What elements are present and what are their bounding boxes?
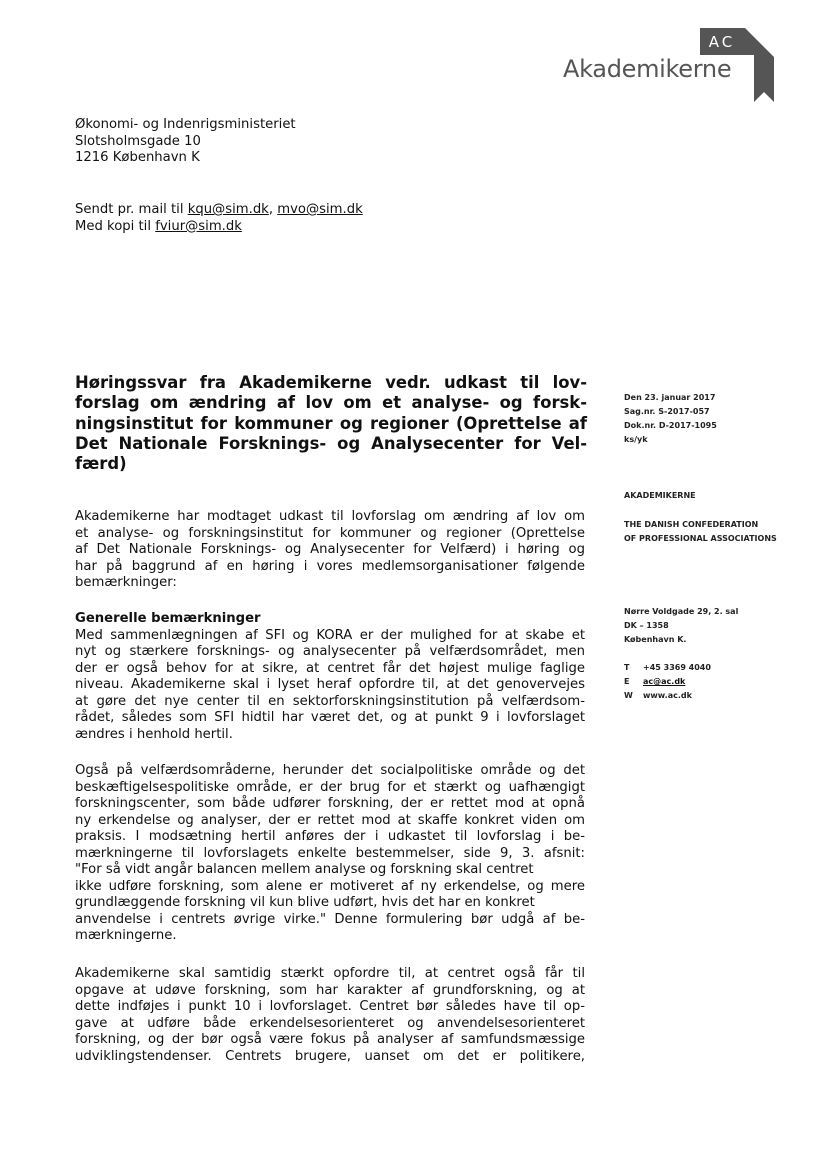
paragraph-3: [75, 966, 585, 1065]
title-line: Det Nationale Forsknings- og Analysecenter for Vel-: [75, 433, 587, 453]
section-general: [75, 611, 585, 743]
email-link[interactable]: kqu@sim.dk: [187, 202, 269, 217]
text-line: "For så vidt angår balancen mellem analyse og forskning skal centret: [75, 862, 534, 877]
text-line: Akademikerne skal samtidig stærkt opfordre til, at centret også får til: [75, 966, 585, 981]
text-line: et analyse- og forskningsinstitut for kommuner og regioner (Oprettelse: [75, 525, 585, 541]
title-line: færd): [75, 454, 127, 474]
date: Den 23. januar 2017: [624, 393, 716, 402]
logo-badge: AC: [708, 33, 736, 51]
text-line: opgave at udøve forskning, som har karakter af grundforskning, og at: [75, 982, 585, 998]
text-line: beskæftigelsespolitiske område, er der brug for et stærkt og uafhængigt: [75, 779, 585, 795]
text-line: har på baggrund af en høring i vores medlemsorganisationer følgende: [75, 558, 585, 574]
org-name: AKADEMIKERNE: [624, 491, 696, 500]
text-line: ændres i henhold hertil.: [75, 726, 233, 742]
intro-paragraph: [75, 509, 585, 592]
email-link[interactable]: mvo@sim.dk: [277, 202, 363, 217]
text-line: at gøre det nye center til en sektorforskningsinstitution på velfærdsom-: [75, 693, 585, 709]
org-email-link[interactable]: ac@ac.dk: [643, 677, 686, 686]
org-desc-line: THE DANISH CONFEDERATION: [624, 520, 759, 529]
text-line: niveau. Akademikerne skal i lyset heraf opfordre til, at det genovervejes: [75, 677, 585, 692]
paragraph-2: [75, 763, 585, 945]
copy-prefix: Med kopi til: [75, 218, 156, 234]
document-meta: [624, 391, 717, 447]
text-line: mærkningerne til lovforslagets enkelte bestemmelser, side 9, 3. afsnit:: [75, 845, 585, 861]
logo-name: Akademikerne: [563, 55, 732, 83]
phone-number: +45 3369 4040: [643, 663, 711, 672]
sent-prefix: Sendt pr. mail til: [75, 202, 188, 217]
sent-info: [75, 202, 363, 235]
text-line: Akademikerne har modtaget udkast til lovforslag om ændring af lov om: [75, 509, 585, 524]
document-number: Dok.nr. D-2017-1095: [624, 421, 717, 430]
text-line: grundlæggende forskning vil kun blive udført, hvis det har en konkret: [75, 895, 535, 910]
title-line: ningsinstitut for kommuner og regioner (Oprettelse af: [75, 413, 587, 433]
email-link[interactable]: fviur@sim.dk: [155, 218, 242, 234]
text-line: forskningscenter, som både udfører forskning, der er rettet mod at opnå: [75, 796, 585, 811]
text-line: ny erkendelse og analyser, der er rettet mod at skaffe konkret viden om: [75, 812, 585, 828]
email-label: E: [624, 677, 630, 686]
address-line: Slotsholmsgade 10: [75, 133, 201, 149]
text-line: Også på velfærdsområderne, herunder det socialpolitiske område og det: [75, 763, 585, 778]
text-line: mærkningerne.: [75, 928, 177, 943]
text-line: forskning, og der bør også være fokus på analyser af samfundsmæssige: [75, 1032, 585, 1047]
text-line: udviklingstendenser. Centrets brugere, uanset om det er politikere,: [75, 1048, 585, 1064]
website-link[interactable]: www.ac.dk: [643, 691, 692, 700]
text-line: praksis. I modsætning hertil anføres der i udkastet til lovforslag i be-: [75, 829, 585, 844]
text-line: gave at udføre både erkendelsesorienteret og anvendelsesorienteret: [75, 1015, 585, 1031]
text-line: ikke udføre forskning, som alene er motiveret af ny erkendelse, og mere: [75, 878, 585, 894]
title-line: forslag om ændring af lov om et analyse- og forsk-: [75, 393, 587, 413]
contact-info: [624, 661, 711, 703]
address-line: Økonomi- og Indenrigsministeriet: [75, 117, 296, 132]
address-line: København K.: [624, 635, 687, 644]
initials: ks/yk: [624, 435, 648, 444]
org-address: [624, 605, 738, 647]
org-desc-line: OF PROFESSIONAL ASSOCIATIONS: [624, 534, 777, 543]
text-line: rådet, således som SFI hidtil har været det, og at punkt 9 i lovforslaget: [75, 710, 585, 725]
phone-label: T: [624, 663, 630, 672]
recipient-address: [75, 117, 296, 167]
address-line: Nørre Voldgade 29, 2. sal: [624, 607, 739, 616]
text-line: dette indføjes i punkt 10 i lovforslaget. Centret bør således have til op-: [75, 999, 585, 1014]
text-line: Med sammenlægningen af SFI og KORA er der mulighed for at skabe et: [75, 627, 585, 643]
address-line: DK – 1358: [624, 621, 669, 630]
org-description: [624, 518, 777, 546]
title-line: Høringssvar fra Akademikerne vedr. udkast til lov-: [75, 373, 587, 392]
document-title: [75, 373, 587, 474]
address-line: 1216 København K: [75, 150, 200, 166]
text-line: nyt og stærkere forsknings- og analysecenter på velfærdsområdet, men: [75, 644, 585, 659]
section-heading: Generelle bemærkninger: [75, 611, 261, 626]
text-line: anvendelse i centrets øvrige virke." Denne formulering bør udgå af be-: [75, 911, 585, 927]
separator: ,: [268, 202, 278, 217]
text-line: der er også behov for at sikre, at centret får det højest mulige faglige: [75, 660, 585, 676]
text-line: af Det Nationale Forsknings- og Analysecenter for Velfærd) i høring og: [75, 542, 585, 557]
web-label: W: [624, 691, 633, 700]
text-line: bemærkninger:: [75, 575, 177, 590]
case-number: Sag.nr. S-2017-057: [624, 407, 710, 416]
